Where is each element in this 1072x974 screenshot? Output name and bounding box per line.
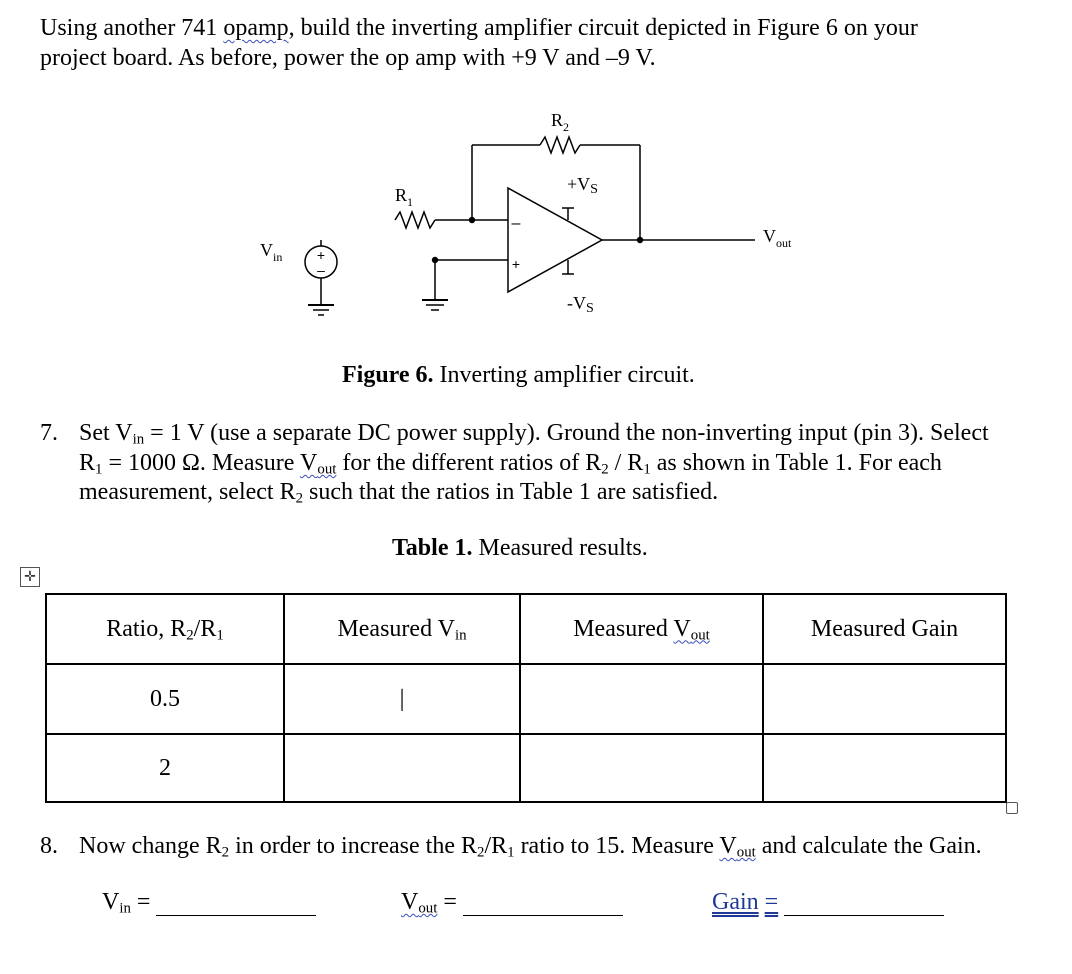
header-vin: Measured $V_{in}$ <box>284 594 520 664</box>
figure-caption: Figure 6. Inverting amplifier circuit. <box>342 362 695 388</box>
opamp-triangle <box>508 188 602 292</box>
cell-vout[interactable] <box>520 734 763 802</box>
table-caption: Table 1. Measured results. <box>392 535 648 561</box>
cell-vin[interactable] <box>284 734 520 802</box>
source-plus-mark: + <box>316 247 326 263</box>
intro-line-1: Using another 741 opamp, build the inverting amplifier circuit depicted in Figure 6 on your <box>40 15 918 41</box>
intro-line-2: project board. As before, power the op amp with +9 V and –9 V. <box>40 45 656 71</box>
cell-ratio[interactable]: 2 <box>46 734 284 802</box>
r1-resistor <box>395 212 435 228</box>
step7-line-1: Set $V_{in} = 1$ V (use a separate DC power supply). Ground the non-inverting input (pin 3). Select <box>79 420 989 448</box>
vout-answer: $V_{out}$ = <box>401 888 623 916</box>
step8-text: Now change $R_2$ in order to increase the $R_2/R_1$ ratio to 15. Measure $V_{out}$ and calculate the Gain. <box>79 833 982 861</box>
step7-number: 7. <box>40 420 58 446</box>
gain-label: Gain <box>712 889 759 915</box>
table-header-row <box>46 594 1006 664</box>
gain-blank[interactable] <box>784 891 944 916</box>
spellcheck-opamp: opamp <box>223 15 289 41</box>
cell-gain[interactable] <box>763 734 1006 802</box>
vin-answer: $V_{in}$ = <box>102 888 316 916</box>
r2-resistor <box>540 137 580 153</box>
table-resize-handle[interactable] <box>1006 802 1018 814</box>
gain-answer: Gain = <box>712 888 944 916</box>
r1-label: $R_1$ <box>395 185 414 209</box>
vin-label: $V_{in}$ <box>260 240 283 264</box>
step7-line-3: measurement, select $R_2$ such that the ratios in Table 1 are satisfied. <box>79 479 719 507</box>
vin-blank[interactable] <box>156 891 316 916</box>
cell-ratio[interactable]: 0.5 <box>46 664 284 734</box>
r2-label: $R_2$ <box>551 110 570 134</box>
neg-supply-label: -VS <box>567 293 594 316</box>
header-gain: Measured Gain <box>763 594 1006 664</box>
step8-number: 8. <box>40 833 58 859</box>
inverting-input-sign: – <box>511 215 521 232</box>
source-minus-mark: – <box>317 262 325 278</box>
pos-supply-label: +VS <box>567 174 598 197</box>
table-row <box>46 734 1006 802</box>
results-table <box>45 593 1007 803</box>
cell-gain[interactable] <box>763 664 1006 734</box>
header-ratio: Ratio, $R_2/R_1$ <box>46 594 284 664</box>
step7-line-2: $R_1 = 1000$ Ω. Measure $V_{out}$ for the different ratios of $R_2 / R_1$ as shown in Table 1. For each <box>79 450 942 478</box>
inverting-amplifier-circuit <box>240 100 820 330</box>
table-row <box>46 664 1006 734</box>
noninverting-input-sign: + <box>511 256 521 272</box>
cell-vout[interactable] <box>520 664 763 734</box>
header-vout: Measured $V_{out}$ <box>520 594 763 664</box>
table-move-handle-icon[interactable]: ✛ <box>20 567 40 587</box>
vout-label: $V_{out}$ <box>763 226 792 250</box>
cell-vin[interactable]: | <box>284 664 520 734</box>
vout-blank[interactable] <box>463 891 623 916</box>
